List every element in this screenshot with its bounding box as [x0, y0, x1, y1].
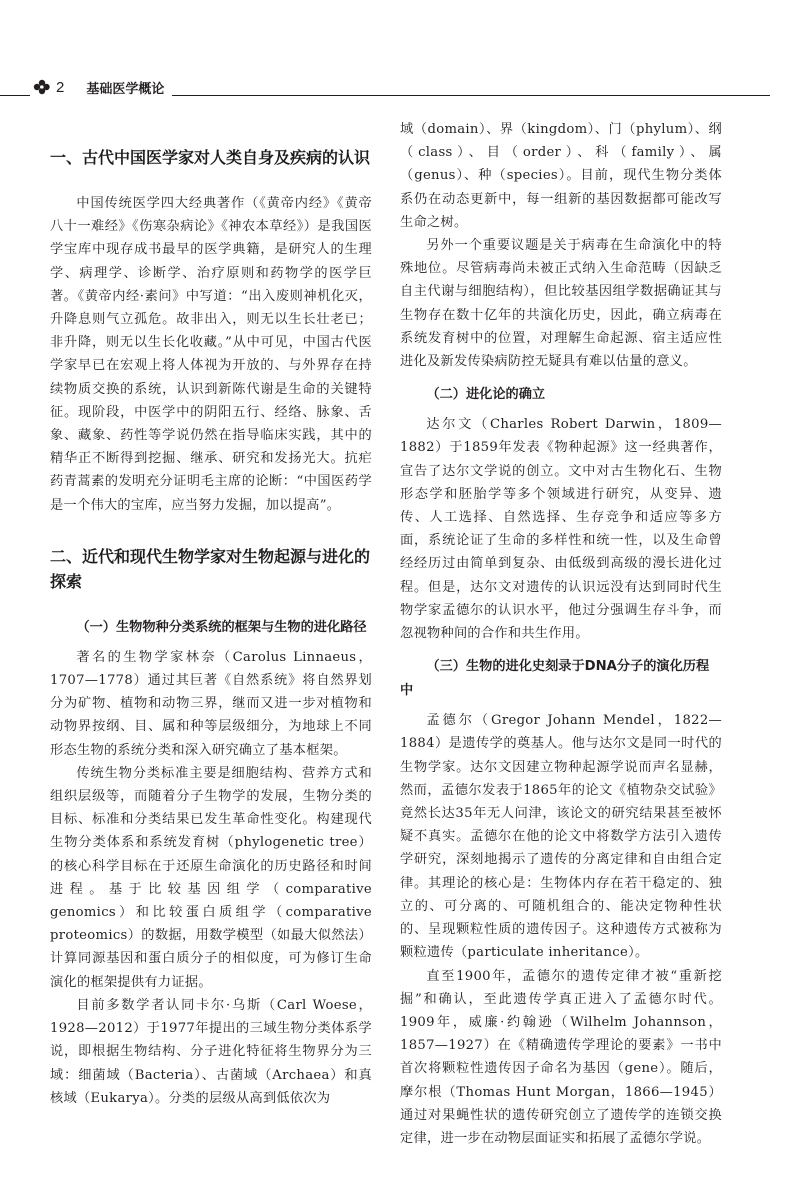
page-number: 2: [56, 78, 65, 96]
paragraph: 著名的生物学家林奈（Carolus Linnaeus，1707—1778）通过其巨著《自然系统》将自然界划分为矿物、植物和动物三界，继而又进一步对植物和动物界按纲、目、属和种等层级细分，为地球上不同形态生物的系统分类和深入研究确立了基本框架。: [50, 649, 372, 758]
paragraph: 孟德尔（Gregor Johann Mendel，1822—1884）是遗传学的奠基人。他与达尔文是同一时代的生物学家。达尔文因建立物种起源学说而声名显赫，然而，孟德尔发表于1865年的论文《植物杂交试验》竟然长达35年无人问津，该论文的研究结果甚至被怀疑不真实。孟德尔在他的论文中将数学方法引入遗传学研究，深刻地揭示了遗传的分离定律和自由组合定律。其理论的核心是：生物体内存在若干稳定的、独立的、可分离的、可随机组合的、能决定物种性状的、呈现颗粒性质的遗传因子。这种遗传方式被称为颗粒遗传（particulate inheritance）。: [400, 713, 722, 961]
section-heading-2: 二、近代和现代生物学家对生物起源与进化的探索: [50, 546, 371, 591]
left-column: [50, 118, 372, 1110]
paragraph: 另外一个重要议题是关于病毒在生命演化中的特殊地位。尽管病毒尚未被正式纳入生命范畴（因缺乏自主代谢与细胞结构），但比较基因组学数据确证其与生物存在数十亿年的共演化历史，因此，确立病毒在系统发育树中的位置，对理解生命起源、宿主适应性进化及新发传染病防控无疑具有难以估量的意义。: [400, 238, 722, 370]
subsection-heading-3: （三）生物的进化史刻录于DNA分子的演化历程中: [400, 659, 710, 699]
paragraph-continued: 域（domain）、界（kingdom）、门（phylum）、纲（class）、目（order）、科（family）、属（genus）、种（species）。目前，现代生物分类体系仍在动态更新中，每一组新的基因数据都可能改写生命之树。: [400, 122, 722, 230]
clover-logo-icon: [30, 78, 52, 96]
right-column: [400, 118, 722, 1150]
paragraph: 中国传统医学四大经典著作（《黄帝内经》《黄帝八十一难经》《伤寒杂病论》《神农本草经》）是我国医学宝库中现存成书最早的医学典籍，是研究人的生理学、病理学、诊断学、治疗原则和药物学的医学巨著。《黄帝内经·素问》中写道：“出入废则神机化灭，升降息则气立孤危。故非出入，则无以生长壮老已；非升降，则无以生长化收藏。”从中可见，中国古代医学家早已在宏观上将人体视为开放的、与外界存在持续物质交换的系统，认识到新陈代谢是生命的关键特征。现阶段，中医学中的阴阳五行、经络、脉象、舌象、藏象、药性等学说仍然在指导临床实践，其中的精华正不断得到挖掘、继承、研究和发扬光大。抗疟药青蒿素的发明充分证明毛主席的论断：“中国医药学是一个伟大的宝库，应当努力发掘，加以提高”。: [50, 196, 372, 513]
paragraph: 目前多数学者认同卡尔·乌斯（Carl Woese，1928—2012）于1977年提出的三域生物分类体系学说，即根据生物结构、分子进化特征将生物界分为三域：细菌域（Bacteria）、古菌域（Archaea）和真核域（Eukarya）。分类的层级从高到低依次为: [50, 997, 372, 1106]
subsection-heading-1: （一）生物物种分类系统的框架与生物的进化路径: [76, 619, 367, 635]
paragraph: 直至1900年，孟德尔的遗传定律才被“重新挖掘”和确认，至此遗传学真正进入了孟德尔时代。1909年，威廉·约翰逊（Wilhelm Johannson，1857—1927）在《精确遗传学理论的要素》一书中首次将颗粒性遗传因子命名为基因（gene）。随后，摩尔根（Thomas Hunt Morgan，1866—1945）通过对果蝇性状的遗传研究创立了遗传学的连锁交换定律，进一步在动物层面证实和拓展了孟德尔学说。: [400, 968, 722, 1146]
running-header: [30, 77, 172, 97]
subsection-heading-2: （二）进化论的确立: [426, 387, 546, 403]
book-title: 基础医学概论: [86, 80, 165, 96]
paragraph: 传统生物分类标准主要是细胞结构、营养方式和组织层级等，而随着分子生物学的发展，生物分类的目标、标准和分类结果已发生革命性变化。构建现代生物分类体系和系统发育树（phylogenetic tree）的核心科学目标在于还原生命演化的历史路径和时间进程。基于比较基因组学（comparative genomics）和比较蛋白质组学（comparative proteomics）的数据，用数学模型（如最大似然法）计算同源基因和蛋白质分子的相似度，可为修订生命演化的框架提供有力证据。: [50, 765, 372, 990]
section-heading-1: 一、古代中国医学家对人类自身及疾病的认识: [50, 148, 371, 167]
paragraph: 达尔文（Charles Robert Darwin，1809—1882）于1859年发表《物种起源》这一经典著作，宣告了达尔文学说的创立。文中对古生物化石、生物形态学和胚胎学等多个领域进行研究，从变异、遗传、人工选择、自然选择、生存竞争和适应等多方面，系统论证了生命的多样性和统一性，以及生命曾经经历过由简单到复杂、由低级到高级的漫长进化过程。但是，达尔文对遗传的认识远没有达到同时代生物学家孟德尔的认识水平，他过分强调生存斗争，而忽视物种间的合作和共生作用。: [400, 417, 722, 642]
